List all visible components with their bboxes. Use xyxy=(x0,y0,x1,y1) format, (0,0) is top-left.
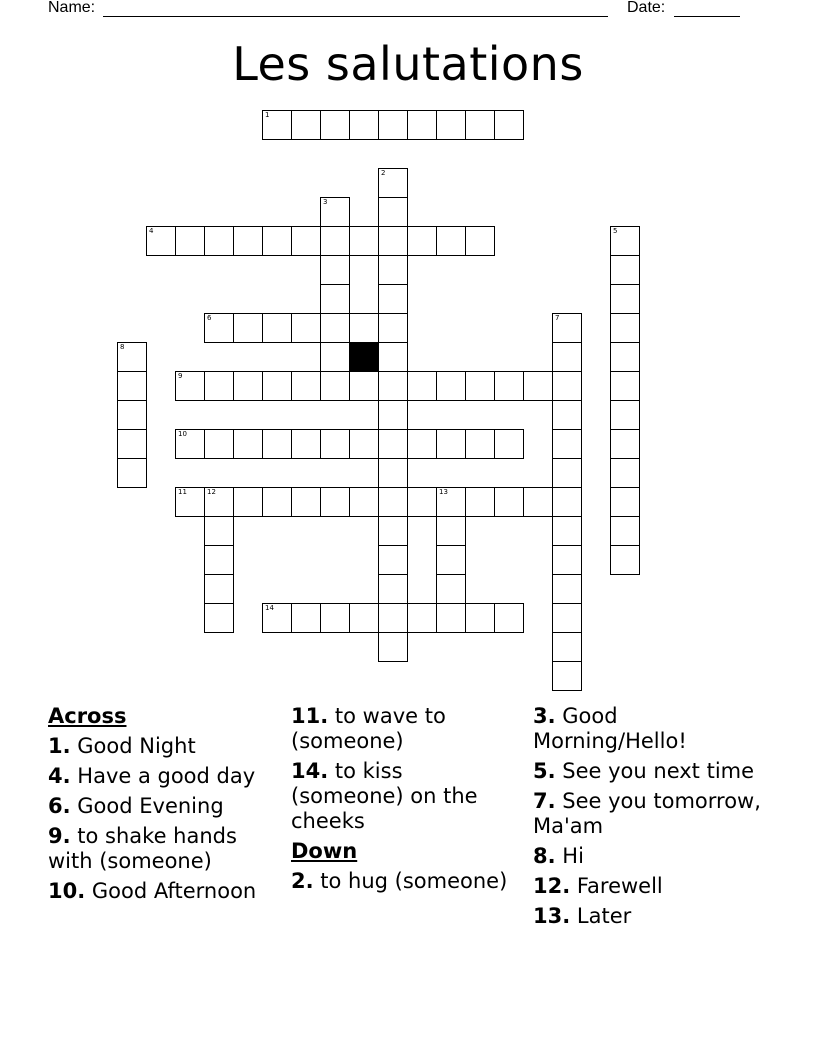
grid-cell[interactable] xyxy=(552,371,582,401)
grid-cell[interactable] xyxy=(610,400,640,430)
grid-cell[interactable] xyxy=(117,400,147,430)
grid-cell[interactable] xyxy=(436,371,466,401)
grid-cell[interactable] xyxy=(204,603,234,633)
clue-text: Have a good day xyxy=(77,764,256,788)
grid-cell[interactable] xyxy=(610,284,640,314)
grid-cell[interactable] xyxy=(378,429,408,459)
clue-text: See you next time xyxy=(562,759,755,783)
grid-cell[interactable] xyxy=(117,429,147,459)
grid-cell[interactable] xyxy=(552,545,582,575)
grid-cell[interactable] xyxy=(552,632,582,662)
grid-cell[interactable] xyxy=(320,313,350,343)
cell-number: 4 xyxy=(149,227,154,235)
grid-cell[interactable] xyxy=(552,487,582,517)
grid-cell[interactable] xyxy=(378,603,408,633)
grid-cell[interactable] xyxy=(262,371,292,401)
clue-text: Good Night xyxy=(77,734,196,758)
grid-cell[interactable] xyxy=(436,226,466,256)
clue-number: 11. xyxy=(291,704,329,728)
cell-number: 6 xyxy=(207,314,212,322)
grid-cell[interactable] xyxy=(291,371,321,401)
clue-down-7 xyxy=(533,789,763,839)
clue-text: to hug (someone) xyxy=(320,869,508,893)
grid-cell[interactable] xyxy=(349,429,379,459)
grid-cell[interactable] xyxy=(407,371,437,401)
grid-cell[interactable] xyxy=(175,429,205,459)
clue-text: See you tomorrow, Ma'am xyxy=(533,789,761,838)
grid-cell[interactable] xyxy=(610,342,640,372)
grid-cell[interactable] xyxy=(378,255,408,285)
clue-text: to kiss (someone) on the cheeks xyxy=(291,759,478,833)
grid-cell[interactable] xyxy=(320,371,350,401)
clue-column-2 xyxy=(291,704,516,899)
cell-number: 13 xyxy=(439,488,448,496)
grid-cell[interactable] xyxy=(407,487,437,517)
grid-cell[interactable] xyxy=(465,226,495,256)
clue-number: 13. xyxy=(533,904,571,928)
grid-cell[interactable] xyxy=(407,429,437,459)
grid-cell[interactable] xyxy=(117,342,147,372)
grid-cell[interactable] xyxy=(494,371,524,401)
clue-number: 10. xyxy=(48,879,86,903)
clue-text: to shake hands with (someone) xyxy=(48,824,237,873)
grid-cell[interactable] xyxy=(436,603,466,633)
grid-cell[interactable] xyxy=(407,110,437,140)
clue-down-5 xyxy=(533,759,763,784)
grid-cell[interactable] xyxy=(204,429,234,459)
grid-cell[interactable] xyxy=(262,313,292,343)
grid-cell[interactable] xyxy=(262,226,292,256)
grid-cell[interactable] xyxy=(407,226,437,256)
grid-cell[interactable] xyxy=(494,603,524,633)
grid-cell[interactable] xyxy=(320,255,350,285)
clue-across-9 xyxy=(48,824,273,874)
grid-cell[interactable] xyxy=(610,458,640,488)
clue-text: Hi xyxy=(562,844,584,868)
cell-number: 12 xyxy=(207,488,216,496)
grid-cell[interactable] xyxy=(320,197,350,227)
clue-number: 14. xyxy=(291,759,329,783)
grid-cell[interactable] xyxy=(117,458,147,488)
grid-cell[interactable] xyxy=(465,371,495,401)
grid-cell[interactable] xyxy=(291,429,321,459)
grid-cell[interactable] xyxy=(262,429,292,459)
grid-cell[interactable] xyxy=(378,284,408,314)
grid-cell[interactable] xyxy=(204,516,234,546)
grid-cell[interactable] xyxy=(378,342,408,372)
grid-cell[interactable] xyxy=(610,429,640,459)
clue-number: 5. xyxy=(533,759,556,783)
grid-cell[interactable] xyxy=(233,371,263,401)
grid-cell[interactable] xyxy=(523,487,553,517)
grid-cell[interactable] xyxy=(175,487,205,517)
grid-cell[interactable] xyxy=(117,371,147,401)
down-heading: Down xyxy=(291,839,358,863)
name-label: Name: xyxy=(48,0,96,16)
clue-across-1 xyxy=(48,734,273,759)
grid-cell[interactable] xyxy=(494,110,524,140)
grid-cell[interactable] xyxy=(320,342,350,372)
grid-cell[interactable] xyxy=(610,545,640,575)
clue-across-11 xyxy=(291,704,516,754)
grid-cell[interactable] xyxy=(378,516,408,546)
grid-cell[interactable] xyxy=(320,603,350,633)
clue-number: 4. xyxy=(48,764,71,788)
grid-cell[interactable] xyxy=(436,574,466,604)
grid-cell[interactable] xyxy=(349,226,379,256)
grid-cell[interactable] xyxy=(349,313,379,343)
grid-cell[interactable] xyxy=(552,574,582,604)
clue-text: Good Evening xyxy=(77,794,224,818)
grid-cell[interactable] xyxy=(204,313,234,343)
grid-cell[interactable] xyxy=(291,487,321,517)
grid-cell[interactable] xyxy=(465,110,495,140)
grid-cell[interactable] xyxy=(552,342,582,372)
grid-cell[interactable] xyxy=(378,487,408,517)
grid-cell[interactable] xyxy=(378,313,408,343)
grid-cell[interactable] xyxy=(494,487,524,517)
grid-cell[interactable] xyxy=(610,487,640,517)
grid-cell[interactable] xyxy=(378,371,408,401)
puzzle-title: Les salutations xyxy=(232,37,584,91)
grid-cell[interactable] xyxy=(465,603,495,633)
grid-cell[interactable] xyxy=(349,603,379,633)
grid-cell[interactable] xyxy=(378,197,408,227)
clue-number: 6. xyxy=(48,794,71,818)
grid-cell[interactable] xyxy=(436,516,466,546)
clue-column-3 xyxy=(533,704,763,934)
grid-cell[interactable] xyxy=(610,371,640,401)
cell-number: 8 xyxy=(120,343,125,351)
cell-number: 5 xyxy=(613,227,618,235)
grid-cell[interactable] xyxy=(610,516,640,546)
clue-number: 3. xyxy=(533,704,556,728)
grid-cell[interactable] xyxy=(262,110,292,140)
cell-number: 11 xyxy=(178,488,187,496)
grid-cell-blocked xyxy=(349,342,379,372)
grid-cell[interactable] xyxy=(262,487,292,517)
clue-column-1 xyxy=(48,704,273,909)
grid-cell[interactable] xyxy=(349,487,379,517)
clue-number: 1. xyxy=(48,734,71,758)
grid-cell[interactable] xyxy=(378,400,408,430)
clue-across-10 xyxy=(48,879,273,904)
grid-cell[interactable] xyxy=(204,371,234,401)
grid-cell[interactable] xyxy=(262,603,292,633)
grid-cell[interactable] xyxy=(378,110,408,140)
cell-number: 1 xyxy=(265,111,270,119)
grid-cell[interactable] xyxy=(436,487,466,517)
clue-down-13 xyxy=(533,904,763,929)
grid-cell[interactable] xyxy=(552,458,582,488)
grid-cell[interactable] xyxy=(552,603,582,633)
grid-cell[interactable] xyxy=(349,110,379,140)
grid-cell[interactable] xyxy=(233,313,263,343)
grid-cell[interactable] xyxy=(320,110,350,140)
clue-number: 7. xyxy=(533,789,556,813)
clue-across-6 xyxy=(48,794,273,819)
grid-cell[interactable] xyxy=(436,545,466,575)
grid-cell[interactable] xyxy=(465,487,495,517)
grid-cell[interactable] xyxy=(407,603,437,633)
grid-cell[interactable] xyxy=(494,429,524,459)
grid-cell[interactable] xyxy=(175,371,205,401)
clue-text: Later xyxy=(576,904,632,928)
clue-across-4 xyxy=(48,764,273,789)
clue-down-8 xyxy=(533,844,763,869)
grid-cell[interactable] xyxy=(378,632,408,662)
clue-text: to wave to (someone) xyxy=(291,704,446,753)
grid-cell[interactable] xyxy=(552,429,582,459)
grid-cell[interactable] xyxy=(552,661,582,691)
clue-across-14 xyxy=(291,759,516,834)
grid-cell[interactable] xyxy=(320,284,350,314)
grid-cell[interactable] xyxy=(523,371,553,401)
grid-cell[interactable] xyxy=(320,487,350,517)
grid-cell[interactable] xyxy=(610,313,640,343)
grid-cell[interactable] xyxy=(320,429,350,459)
cell-number: 9 xyxy=(178,372,183,380)
cell-number: 2 xyxy=(381,169,386,177)
grid-cell[interactable] xyxy=(436,429,466,459)
clue-down-3 xyxy=(533,704,763,754)
grid-cell[interactable] xyxy=(610,255,640,285)
clue-text: Farewell xyxy=(576,874,663,898)
grid-cell[interactable] xyxy=(175,226,205,256)
grid-cell[interactable] xyxy=(291,603,321,633)
grid-cell[interactable] xyxy=(233,429,263,459)
clue-number: 12. xyxy=(533,874,571,898)
clue-down-2 xyxy=(291,869,516,894)
grid-cell[interactable] xyxy=(552,516,582,546)
cell-number: 3 xyxy=(323,198,328,206)
cell-number: 7 xyxy=(555,314,560,322)
grid-cell[interactable] xyxy=(291,110,321,140)
clue-down-12 xyxy=(533,874,763,899)
clue-number: 9. xyxy=(48,824,71,848)
clue-number: 2. xyxy=(291,869,314,893)
grid-cell[interactable] xyxy=(204,226,234,256)
clue-text: Good Afternoon xyxy=(91,879,257,903)
grid-cell[interactable] xyxy=(436,110,466,140)
grid-cell[interactable] xyxy=(233,226,263,256)
grid-cell[interactable] xyxy=(552,400,582,430)
grid-cell[interactable] xyxy=(378,545,408,575)
grid-cell[interactable] xyxy=(146,226,176,256)
grid-cell[interactable] xyxy=(291,313,321,343)
grid-cell[interactable] xyxy=(552,313,582,343)
grid-cell[interactable] xyxy=(378,226,408,256)
grid-cell[interactable] xyxy=(320,226,350,256)
grid-cell[interactable] xyxy=(465,429,495,459)
clue-text: Good Morning/Hello! xyxy=(533,704,687,753)
grid-cell[interactable] xyxy=(204,574,234,604)
grid-cell[interactable] xyxy=(291,226,321,256)
grid-cell[interactable] xyxy=(378,458,408,488)
clue-number: 8. xyxy=(533,844,556,868)
grid-cell[interactable] xyxy=(610,226,640,256)
grid-cell[interactable] xyxy=(349,371,379,401)
grid-cell[interactable] xyxy=(378,574,408,604)
grid-cell[interactable] xyxy=(233,487,263,517)
cell-number: 14 xyxy=(265,604,274,612)
grid-cell[interactable] xyxy=(204,545,234,575)
date-label: Date: xyxy=(627,0,666,16)
across-heading: Across xyxy=(48,704,127,728)
cell-number: 10 xyxy=(178,430,187,438)
grid-cell[interactable] xyxy=(204,487,234,517)
grid-cell[interactable] xyxy=(378,168,408,198)
